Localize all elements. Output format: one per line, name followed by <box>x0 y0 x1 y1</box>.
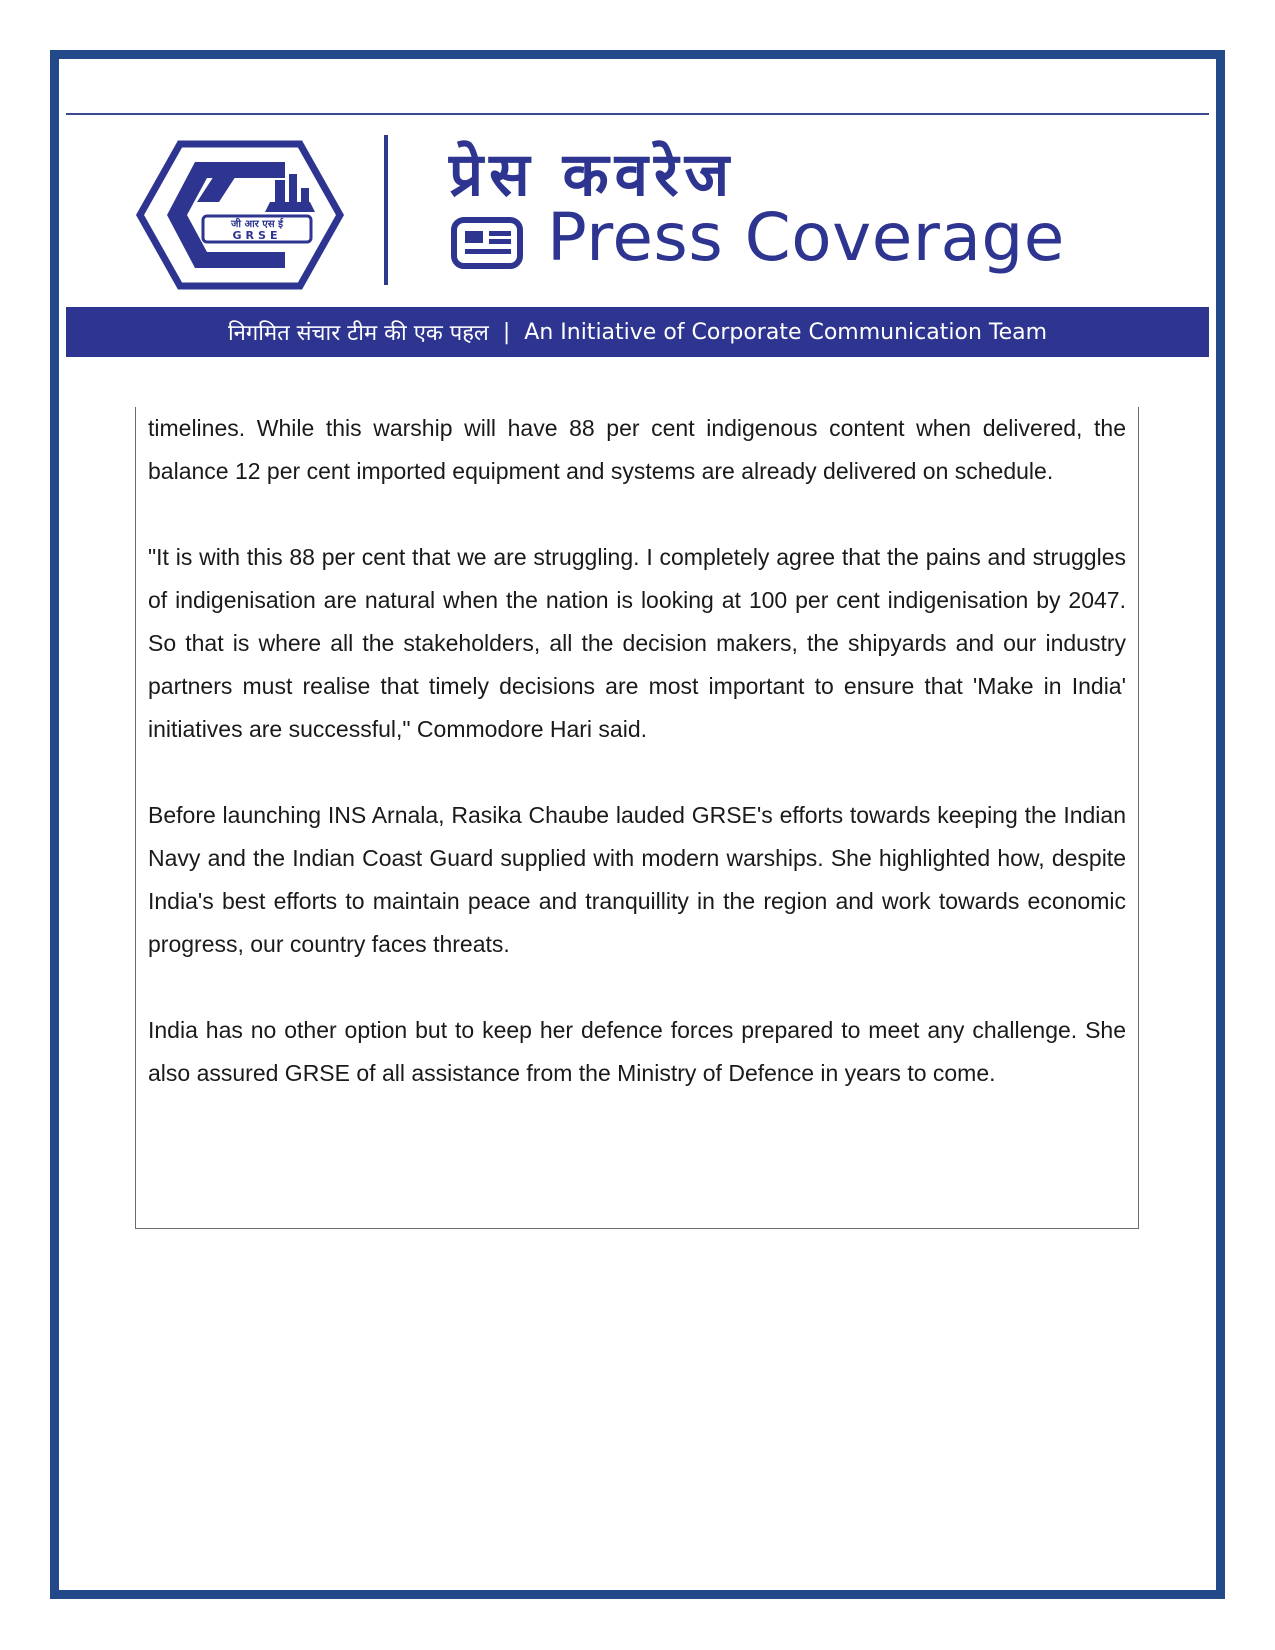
title-english: Press Coverage <box>547 199 1065 276</box>
newspaper-icon <box>451 217 527 269</box>
logo-text-hindi: जी आर एस ई <box>231 219 283 230</box>
article-paragraph: timelines. While this warship will have 88 per cent indigenous content when delivered, the balance 12 per cent imported equipment and systems are already delivered on schedule. <box>148 415 1126 484</box>
article-paragraph: India has no other option but to keep her defence forces prepared to meet any challenge. She also assured GRSE of all assistance from the Ministry of Defence in years to come. <box>148 1017 1126 1086</box>
grse-logo <box>135 140 345 290</box>
logo-text-english: GRSE <box>232 229 282 242</box>
banner-hindi: निगमित संचार टीम की एक पहल <box>227 321 489 346</box>
article-paragraph: Before launching INS Arnala, Rasika Chaube lauded GRSE's efforts towards keeping the Indian Navy and the Indian Coast Guard supplied with modern warships. She highlighted how, despite India's best efforts to maintain peace and tranquillity in the region and work towards economic progress, our country faces threats. <box>148 802 1126 957</box>
article-paragraph: "It is with this 88 per cent that we are struggling. I completely agree that the pains and struggles of indigenisation are natural when the nation is looking at 100 per cent indigenisation by 2047. So that is where all the stakeholders, all the decision makers, the shipyards and our industry partners must realise that timely decisions are most important to ensure that 'Make in India' initiatives are successful," Commodore Hari said. <box>148 544 1126 742</box>
banner-separator: | <box>502 319 511 345</box>
title-hindi: प्रेस कवरेज <box>449 140 736 210</box>
header-divider <box>384 135 388 285</box>
article-box <box>135 407 1139 1229</box>
banner <box>66 307 1209 357</box>
banner-english: An Initiative of Corporate Communication Team <box>524 319 1048 345</box>
header-rule <box>66 113 1209 115</box>
